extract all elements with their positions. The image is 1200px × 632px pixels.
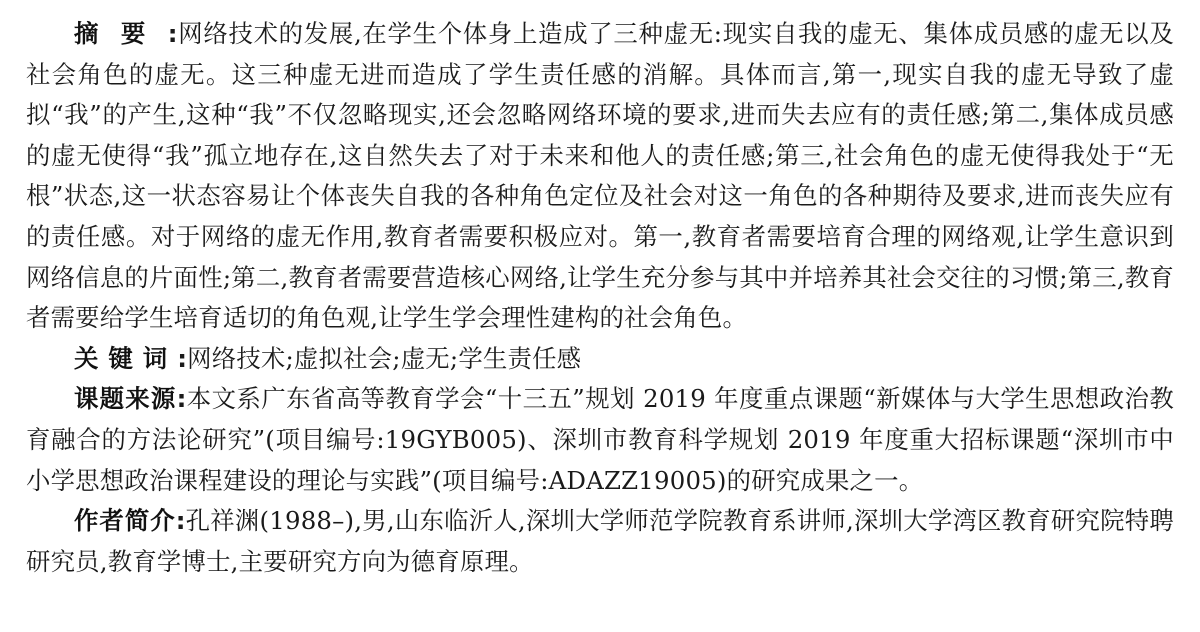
funding-text: 本文系广东省高等教育学会“十三五”规划 2019 年度重点课题“新媒体与大学生思想政治教育融合的方法论研究”(项目编号:19GYB005)、深圳市教育科学规划 2019 年度重大招标课题“深圳市中小学思想政治课程建设的理论与实践”(项目编号:ADAZZ19005)的研究成果之一。 — [26, 384, 1174, 495]
funding-label: 课题来源 — [74, 384, 177, 414]
abstract-text: 网络技术的发展,在学生个体身上造成了三种虚无:现实自我的虚无、集体成员感的虚无以及社会角色的虚无。这三种虚无进而造成了学生责任感的消解。具体而言,第一,现实自我的虚无导致了虚拟“我”的产生,这种“我”不仅忽略现实,还会忽略网络环境的要求,进而失去应有的责任感;第二,集体成员感的虚无使得“我”孤立地存在,这自然失去了对于未来和他人的责任感;第三,社会角色的虚无使得我处于“无根”状态,这一状态容易让个体丧失自我的各种角色定位及社会对这一角色的各种期待及要求,进而丧失应有的责任感。对于网络的虚无作用,教育者需要积极应对。第一,教育者需要培育合理的网络观,让学生意识到网络信息的片面性;第二,教育者需要营造核心网络,让学生充分参与其中并培养其社会交往的习惯;第三,教育者需要给学生培育适切的角色观,让学生学会理性建构的社会角色。 — [26, 19, 1174, 333]
keywords-label: 关键词 — [74, 343, 178, 373]
abstract-label: 摘要 — [74, 19, 168, 48]
abstract-paragraph — [26, 14, 1174, 339]
author-paragraph — [26, 501, 1174, 582]
keywords-separator: : — [177, 343, 188, 373]
abstract-separator: : — [167, 19, 178, 48]
author-text: 孔祥渊(1988–),男,山东临沂人,深圳大学师范学院教育系讲师,深圳大学湾区教育研究院特聘研究员,教育学博士,主要研究方向为德育原理。 — [26, 506, 1174, 576]
author-label: 作者简介 — [74, 506, 176, 536]
funding-paragraph — [26, 379, 1174, 501]
author-separator: : — [175, 506, 186, 536]
keywords-paragraph — [26, 339, 1174, 380]
funding-separator: : — [176, 384, 187, 414]
keywords-text: 网络技术;虚拟社会;虚无;学生责任感 — [187, 343, 582, 373]
